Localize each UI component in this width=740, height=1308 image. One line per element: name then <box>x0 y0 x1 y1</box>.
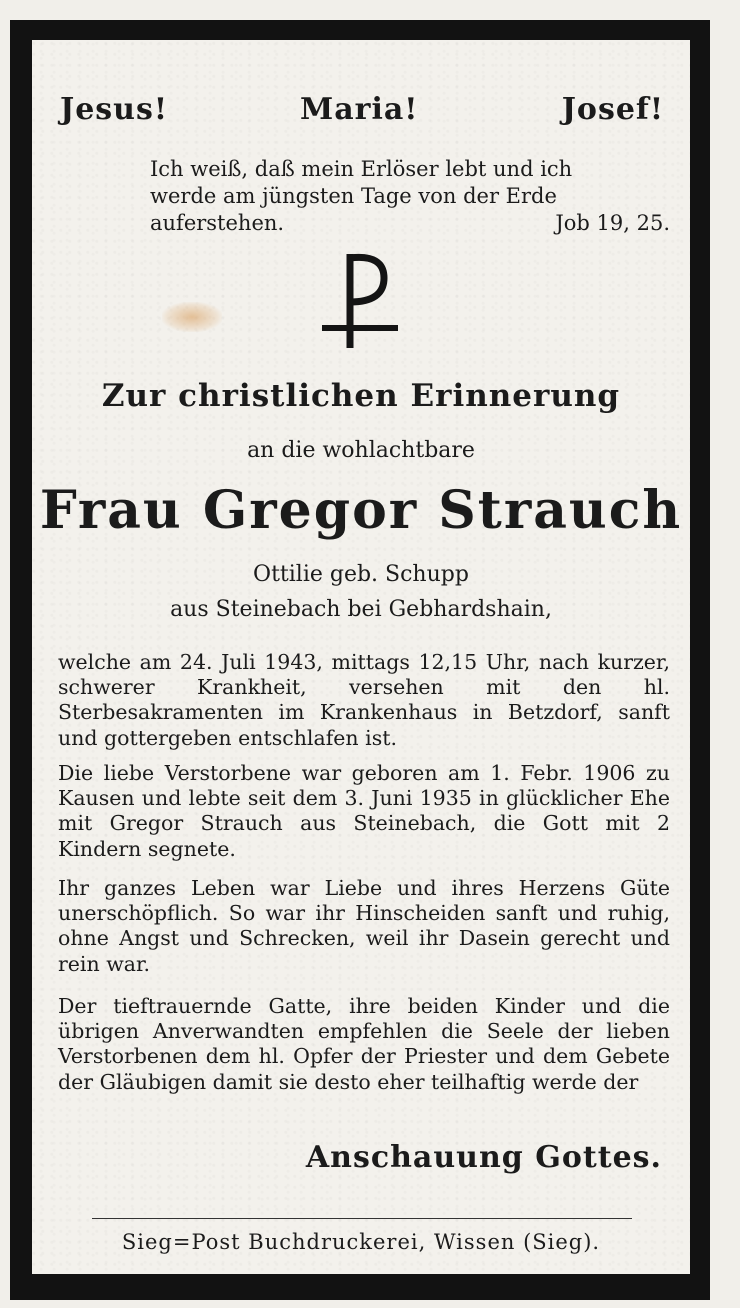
chi-rho-icon <box>320 250 400 350</box>
paragraph-death: welche am 24. Juli 1943, mittags 12,15 Uhr, nach kurzer, schwerer Krankheit, versehen mit den hl. Sterbesakramenten im Krankenhaus in Betzdorf, sanft und gottergeben entschlafen ist. <box>58 650 670 750</box>
title: Zur christlichen Erinnerung <box>101 378 621 414</box>
deceased-name: Frau Gregor Strauch <box>39 480 683 541</box>
quote-line-2: werde am jüngsten Tage von der Erde <box>150 184 557 208</box>
paragraph-character: Ihr ganzes Leben war Liebe und ihres Herzens Güte unerschöpflich. So war ihr Hinscheiden sanft und ruhig, ohne Angst und Schrecken, weil ihr Dasein gerecht und rein war. <box>58 876 670 976</box>
maiden-name: Ottilie geb. Schupp <box>253 562 469 587</box>
paper-stain <box>162 302 222 332</box>
origin: aus Steinebach bei Gebhardshain, <box>170 597 552 622</box>
closing-line: Anschauung Gottes. <box>305 1140 662 1175</box>
printer-credit: Sieg=Post Buchdruckerei, Wissen (Sieg). <box>121 1230 601 1254</box>
quote-line-3 <box>150 210 670 237</box>
header-maria: Maria! <box>300 92 419 127</box>
quote-line-1: Ich weiß, daß mein Erlöser lebt und ich <box>150 157 573 181</box>
header-jesus: Jesus! <box>60 92 169 127</box>
subtitle: an die wohlachtbare <box>247 438 475 463</box>
bible-quote <box>150 156 670 237</box>
paragraph-life: Die liebe Verstorbene war geboren am 1. Febr. 1906 zu Kausen und lebte seit dem 3. Juni 1935 in glücklicher Ehe mit Gregor Strauch aus Steinebach, die Gott mit 2 Kindern segnete. <box>58 761 670 861</box>
divider <box>92 1218 632 1219</box>
mourning-border <box>10 20 710 1300</box>
quote-reference: Job 19, 25. <box>555 211 670 235</box>
card-body <box>32 40 690 1274</box>
header-josef: Josef! <box>561 92 664 127</box>
quote-text-end: auferstehen. <box>150 211 285 235</box>
paragraph-prayer: Der tieftrauernde Gatte, ihre beiden Kinder und die übrigen Anverwandten empfehlen die Seele der lieben Verstorbenen dem hl. Opfer der Priester und dem Gebete der Gläubigen damit sie desto eher teilhaftig werde der <box>58 994 670 1094</box>
